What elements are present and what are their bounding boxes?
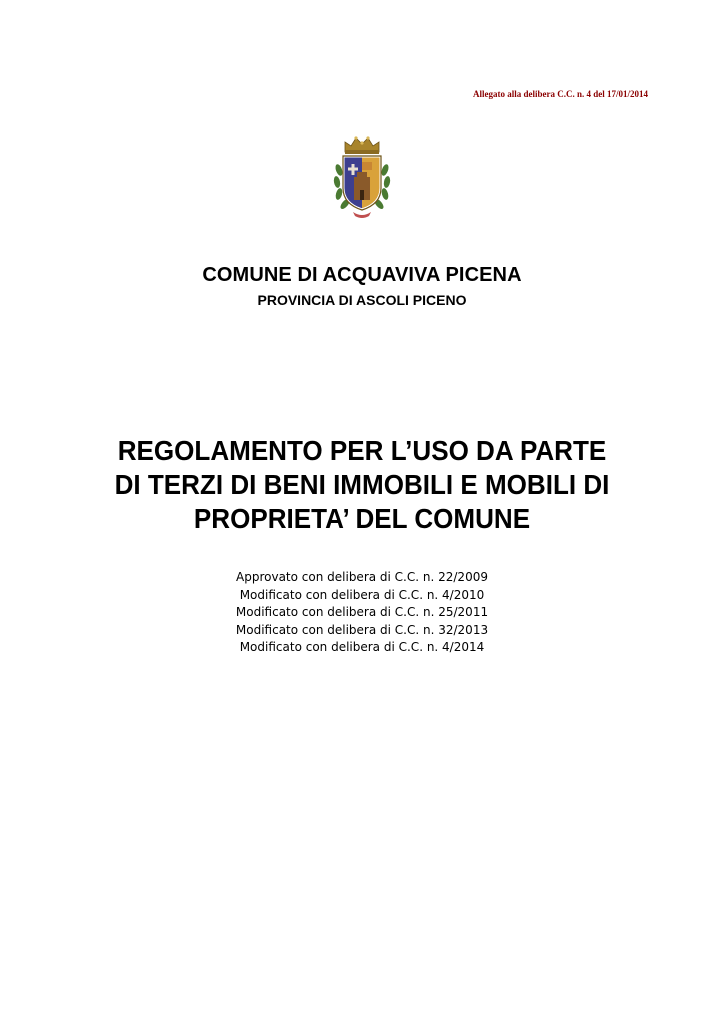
title-line: DI TERZI DI BENI IMMOBILI E MOBILI DI bbox=[114, 469, 610, 500]
title-line: REGOLAMENTO PER L’USO DA PARTE bbox=[117, 435, 607, 466]
history-line: Modificato con delibera di C.C. n. 25/2011 bbox=[235, 605, 489, 619]
approval-history bbox=[0, 569, 724, 657]
title-line: PROPRIETA’ DEL COMUNE bbox=[193, 503, 531, 534]
history-line: Approvato con delibera di C.C. n. 22/2009 bbox=[236, 570, 488, 584]
history-line: Modificato con delibera di C.C. n. 4/2014 bbox=[239, 640, 485, 654]
coat-of-arms-icon bbox=[331, 130, 393, 220]
history-line: Modificato con delibera di C.C. n. 32/2013 bbox=[235, 622, 489, 637]
allegato-note: Allegato alla delibera C.C. n. 4 del 17/01/2014 bbox=[473, 89, 648, 99]
document-title bbox=[81, 434, 643, 536]
province-name: PROVINCIA DI ASCOLI PICENO bbox=[257, 292, 467, 308]
municipality-name: COMUNE DI ACQUAVIVA PICENA bbox=[202, 264, 522, 286]
history-line: Modificato con delibera di C.C. n. 4/2010 bbox=[239, 587, 485, 602]
